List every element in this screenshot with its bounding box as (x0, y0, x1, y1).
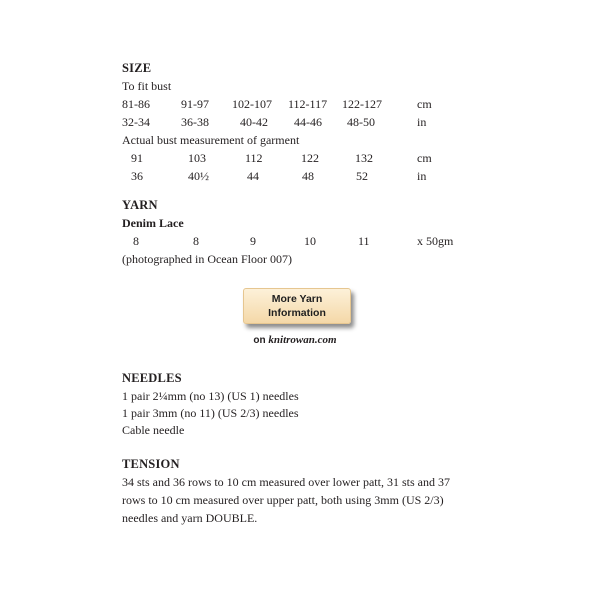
size-cell: 32-34 (122, 115, 150, 129)
size-cell: 112 (245, 151, 263, 165)
website-prefix: on (253, 335, 266, 346)
quantity-cell: 10 (304, 234, 316, 248)
tension-line: 34 sts and 36 rows to 10 cm measured over lower patt, 31 sts and 37 (122, 475, 450, 489)
needles-heading: NEEDLES (122, 371, 182, 385)
size-cell: 91 (131, 151, 143, 165)
size-cell: 122 (301, 151, 319, 165)
size-cell: 102-107 (232, 97, 272, 111)
tension-line: needles and yarn DOUBLE. (122, 511, 258, 525)
tension-line: rows to 10 cm measured over upper patt, both using 3mm (US 2/3) (122, 493, 444, 507)
actual-measurement-label: Actual bust measurement of garment (122, 133, 300, 147)
size-cell: 44 (247, 169, 259, 183)
size-cell: 132 (355, 151, 373, 165)
yarn-heading: YARN (122, 198, 158, 212)
size-cell: 44-46 (294, 115, 322, 129)
unit-label: cm (417, 97, 432, 111)
yarn-name: Denim Lace (122, 216, 184, 230)
quantity-cell: 8 (133, 234, 139, 248)
website-line (0, 333, 590, 348)
needles-line: 1 pair 3mm (no 11) (US 2/3) needles (122, 406, 299, 420)
unit-label: cm (417, 151, 432, 165)
size-cell: 91-97 (181, 97, 209, 111)
yarn-quantity-row (0, 234, 590, 248)
size-cell: 40-42 (240, 115, 268, 129)
size-cell: 36 (131, 169, 143, 183)
tension-heading: TENSION (122, 457, 180, 471)
size-cell: 103 (188, 151, 206, 165)
size-cell: 36-38 (181, 115, 209, 129)
to-fit-label: To fit bust (122, 79, 172, 93)
size-cell: 122-127 (342, 97, 382, 111)
size-cell: 52 (356, 169, 368, 183)
photographed-note: (photographed in Ocean Floor 007) (122, 252, 292, 266)
unit-label: x 50gm (417, 234, 454, 248)
unit-label: in (417, 169, 427, 183)
size-cell: 48-50 (347, 115, 375, 129)
size-cell: 40½ (188, 169, 209, 183)
more-yarn-info-button[interactable] (243, 288, 351, 324)
unit-label: in (417, 115, 427, 129)
size-cell: 48 (302, 169, 314, 183)
actual-in-row (0, 169, 590, 183)
actual-cm-row (0, 151, 590, 165)
quantity-cell: 9 (250, 234, 256, 248)
needles-line: 1 pair 2¼mm (no 13) (US 1) needles (122, 389, 299, 403)
to-fit-in-row (0, 115, 590, 129)
size-heading: SIZE (122, 61, 152, 75)
size-cell: 112-117 (288, 97, 328, 111)
button-label-line2: Information (268, 307, 326, 319)
website-link[interactable]: knitrowan.com (268, 334, 337, 346)
to-fit-cm-row (0, 97, 590, 111)
button-label-line1: More Yarn (271, 293, 323, 305)
needles-line: Cable needle (122, 423, 185, 437)
quantity-cell: 8 (193, 234, 199, 248)
size-cell: 81-86 (122, 97, 150, 111)
quantity-cell: 11 (358, 234, 370, 248)
